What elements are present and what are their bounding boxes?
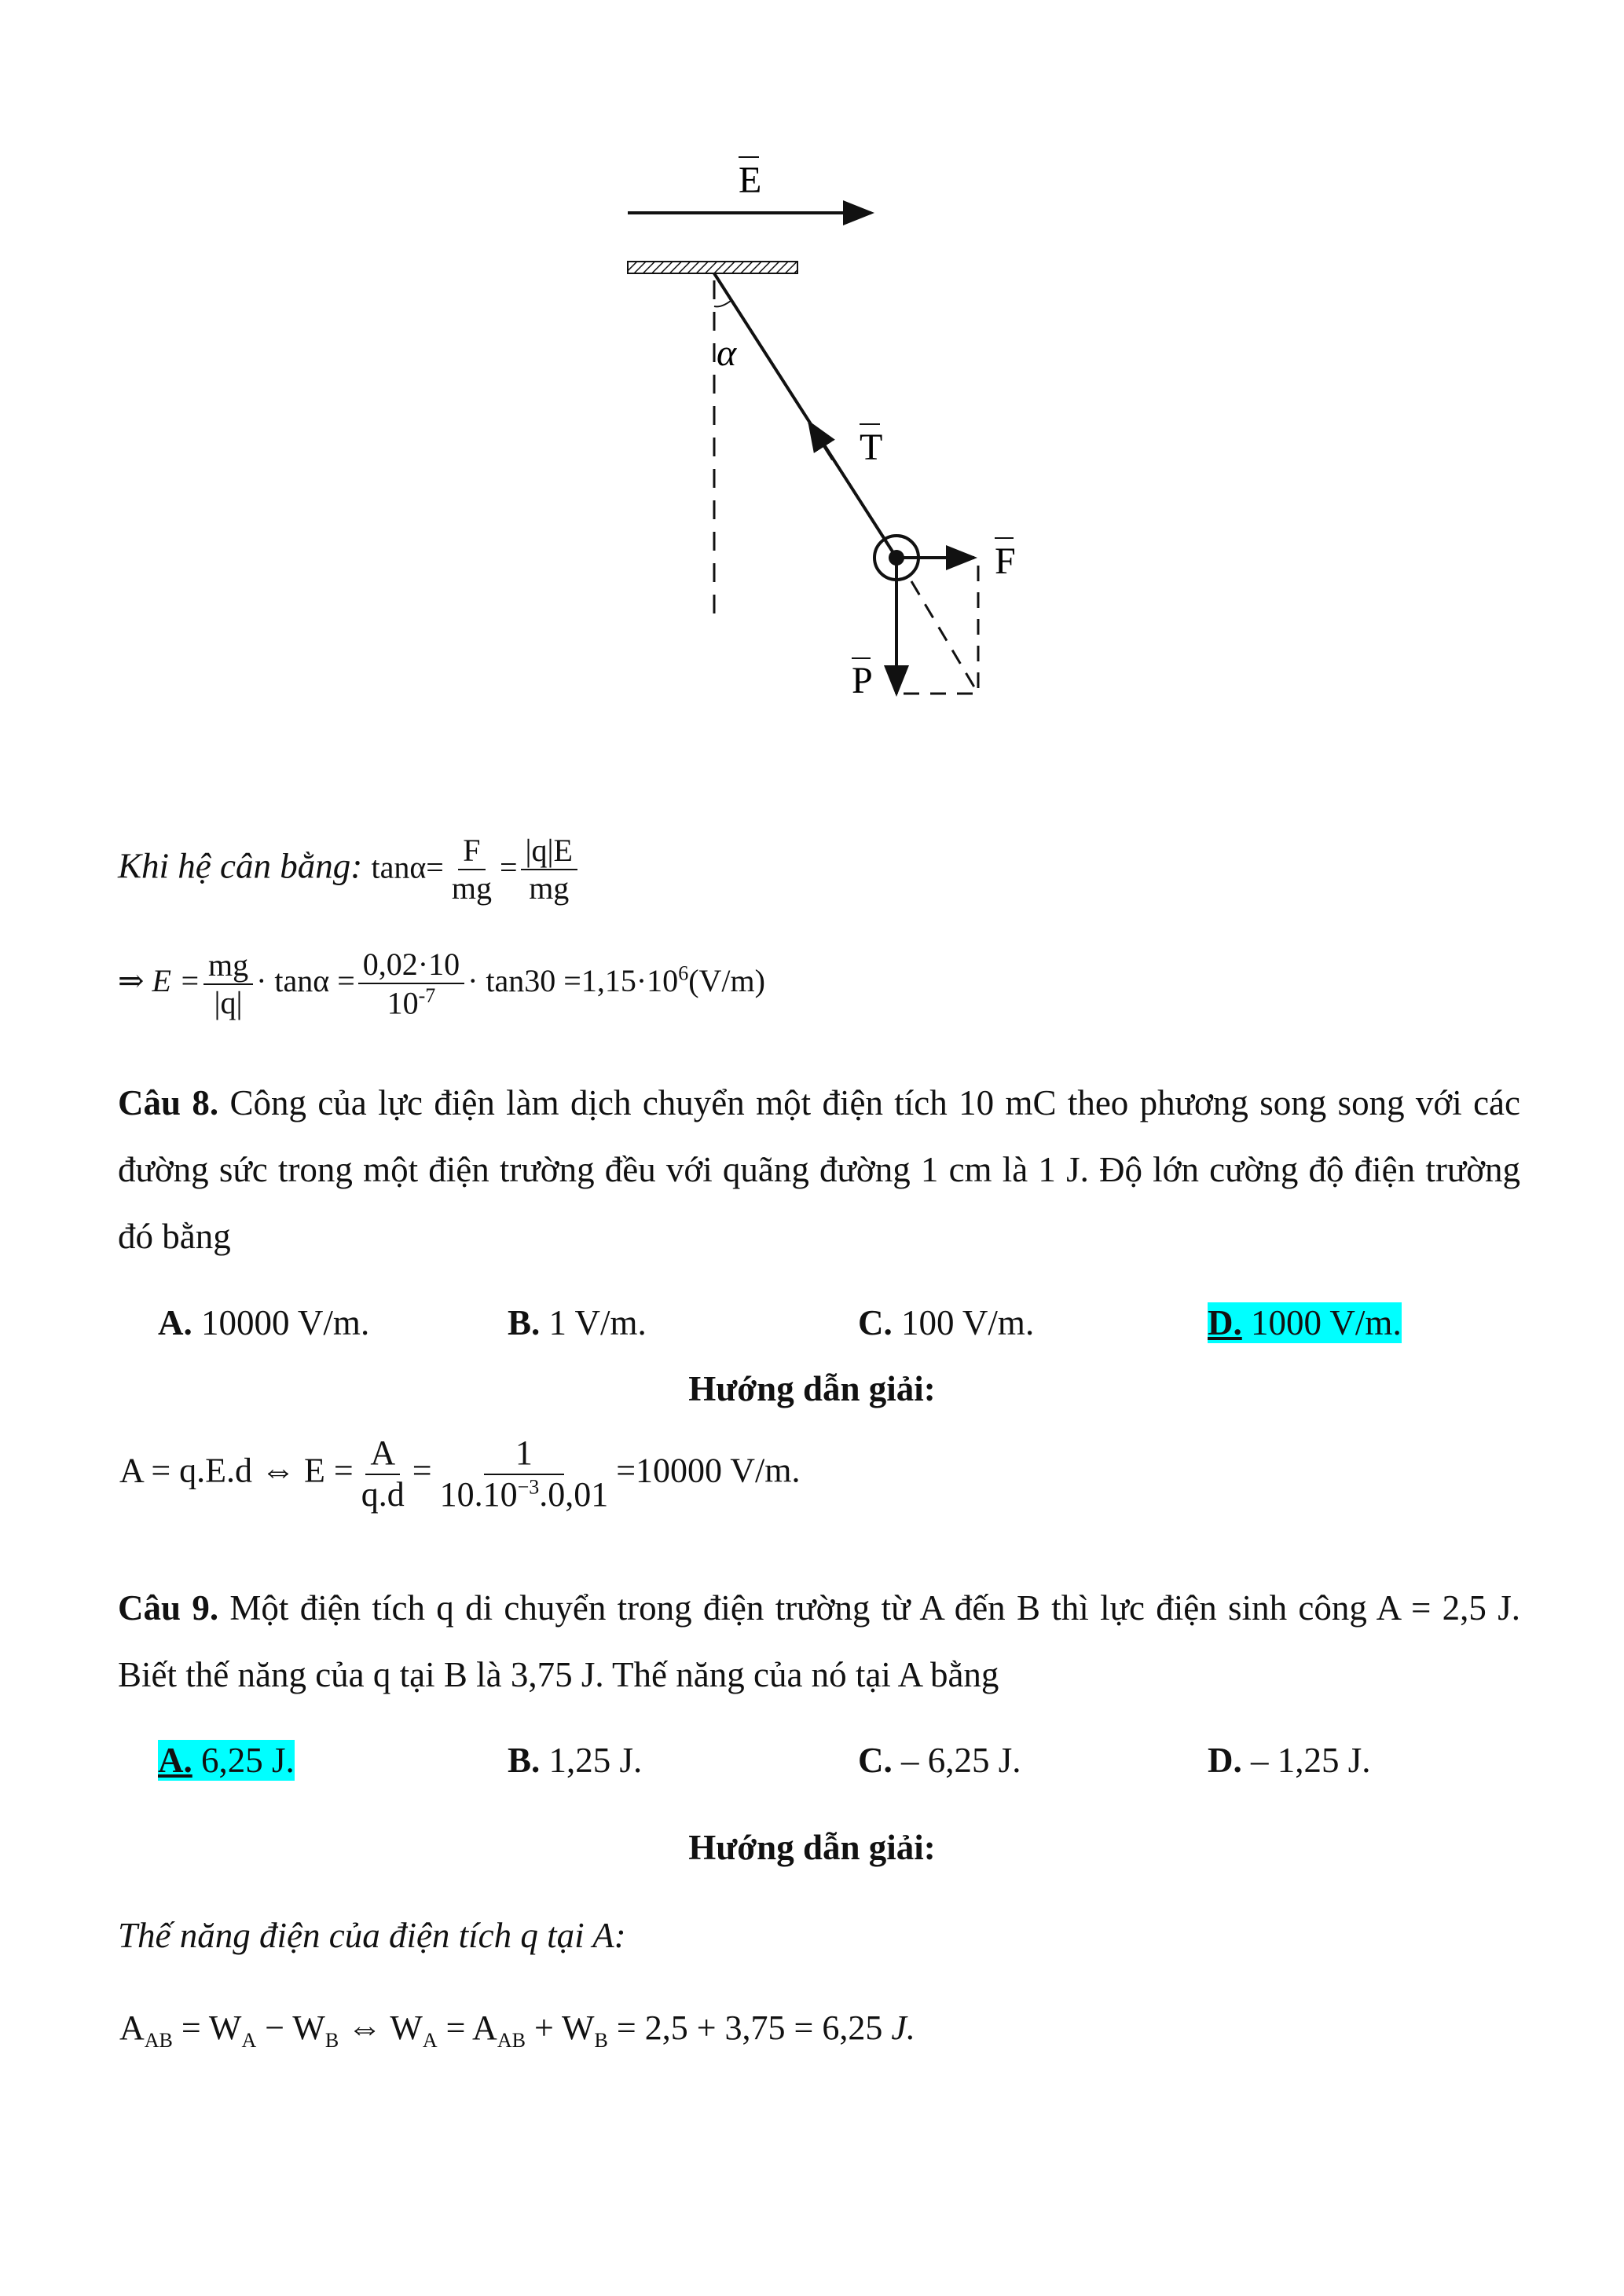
question-9: Câu 9. Một điện tích q di chuyển trong điện trường từ A đến B thì lực điện sinh công A = 2,5 J. Biết thế năng của q tại B là 3,75 J. Thế năng của nó tại A bằng	[118, 1588, 1520, 1694]
q8-option-a[interactable]: A. 10000 V/m.	[158, 1303, 370, 1342]
q9-option-b[interactable]: B. 1,25 J.	[508, 1741, 643, 1780]
q9-option-c[interactable]: C. – 6,25 J.	[858, 1741, 1021, 1780]
label-E: E	[739, 159, 762, 201]
q8-option-d-correct[interactable]: D. 1000 V/m.	[1208, 1303, 1402, 1342]
q8-solution-equation: A = q.E.d ⇔ E = $\frac{A}{q.d}$ = $\frac{1}{10.10^{-3}.0,01}$ =10000 V/m.	[119, 1434, 801, 1514]
label-F: F	[995, 540, 1016, 582]
equilibrium-equation: Khi hệ cân bằng: tanα= $\frac{F}{mg}$ = $\frac{|q|E}{mg}$	[118, 833, 581, 906]
q9-solution-intro: Thế năng điện của điện tích q tại A:	[118, 1916, 626, 1955]
label-P: P	[852, 660, 873, 701]
q8-option-c[interactable]: C. 100 V/m.	[858, 1303, 1035, 1342]
q8-guide-heading: Hướng dẫn giải:	[688, 1369, 936, 1408]
q9-solution-equation: $A_{AB} = W_A - W_B$ ⇔ $W_A = A_{AB} + W_B = 2,5 + 3,75 = 6,25$ J.	[119, 2009, 915, 2052]
string	[714, 273, 896, 558]
q8-option-b[interactable]: B. 1 V/m.	[508, 1303, 647, 1342]
q9-option-a-correct[interactable]: A. 6,25 J.	[158, 1741, 295, 1780]
question-8: Câu 8. Công của lực điện làm dịch chuyển một điện tích 10 mC theo phương song song với các đường sức trong một điện trường đều với quãng đường 1 cm là 1 J. Độ lớn cường độ điện trường đó bằng	[118, 1083, 1520, 1256]
field-calc-equation: ⇒ E = $\frac{mg}{|q|}$ · tanα = $\frac{0,02\cdot 10}{10^{-7}}$ · $\tan 30 =1,15\cdot 10^6(V/m)$	[118, 947, 765, 1021]
pendulum-diagram	[0, 0, 1624, 746]
tension-arrow	[809, 423, 833, 460]
dashed-rectangle	[904, 566, 978, 694]
label-alpha: α	[717, 332, 737, 374]
q9-guide-heading: Hướng dẫn giải:	[688, 1828, 936, 1867]
label-T: T	[860, 427, 883, 468]
ceiling-plate	[628, 262, 797, 273]
angle-arc	[714, 301, 731, 306]
q9-option-d[interactable]: D. – 1,25 J.	[1208, 1741, 1371, 1780]
